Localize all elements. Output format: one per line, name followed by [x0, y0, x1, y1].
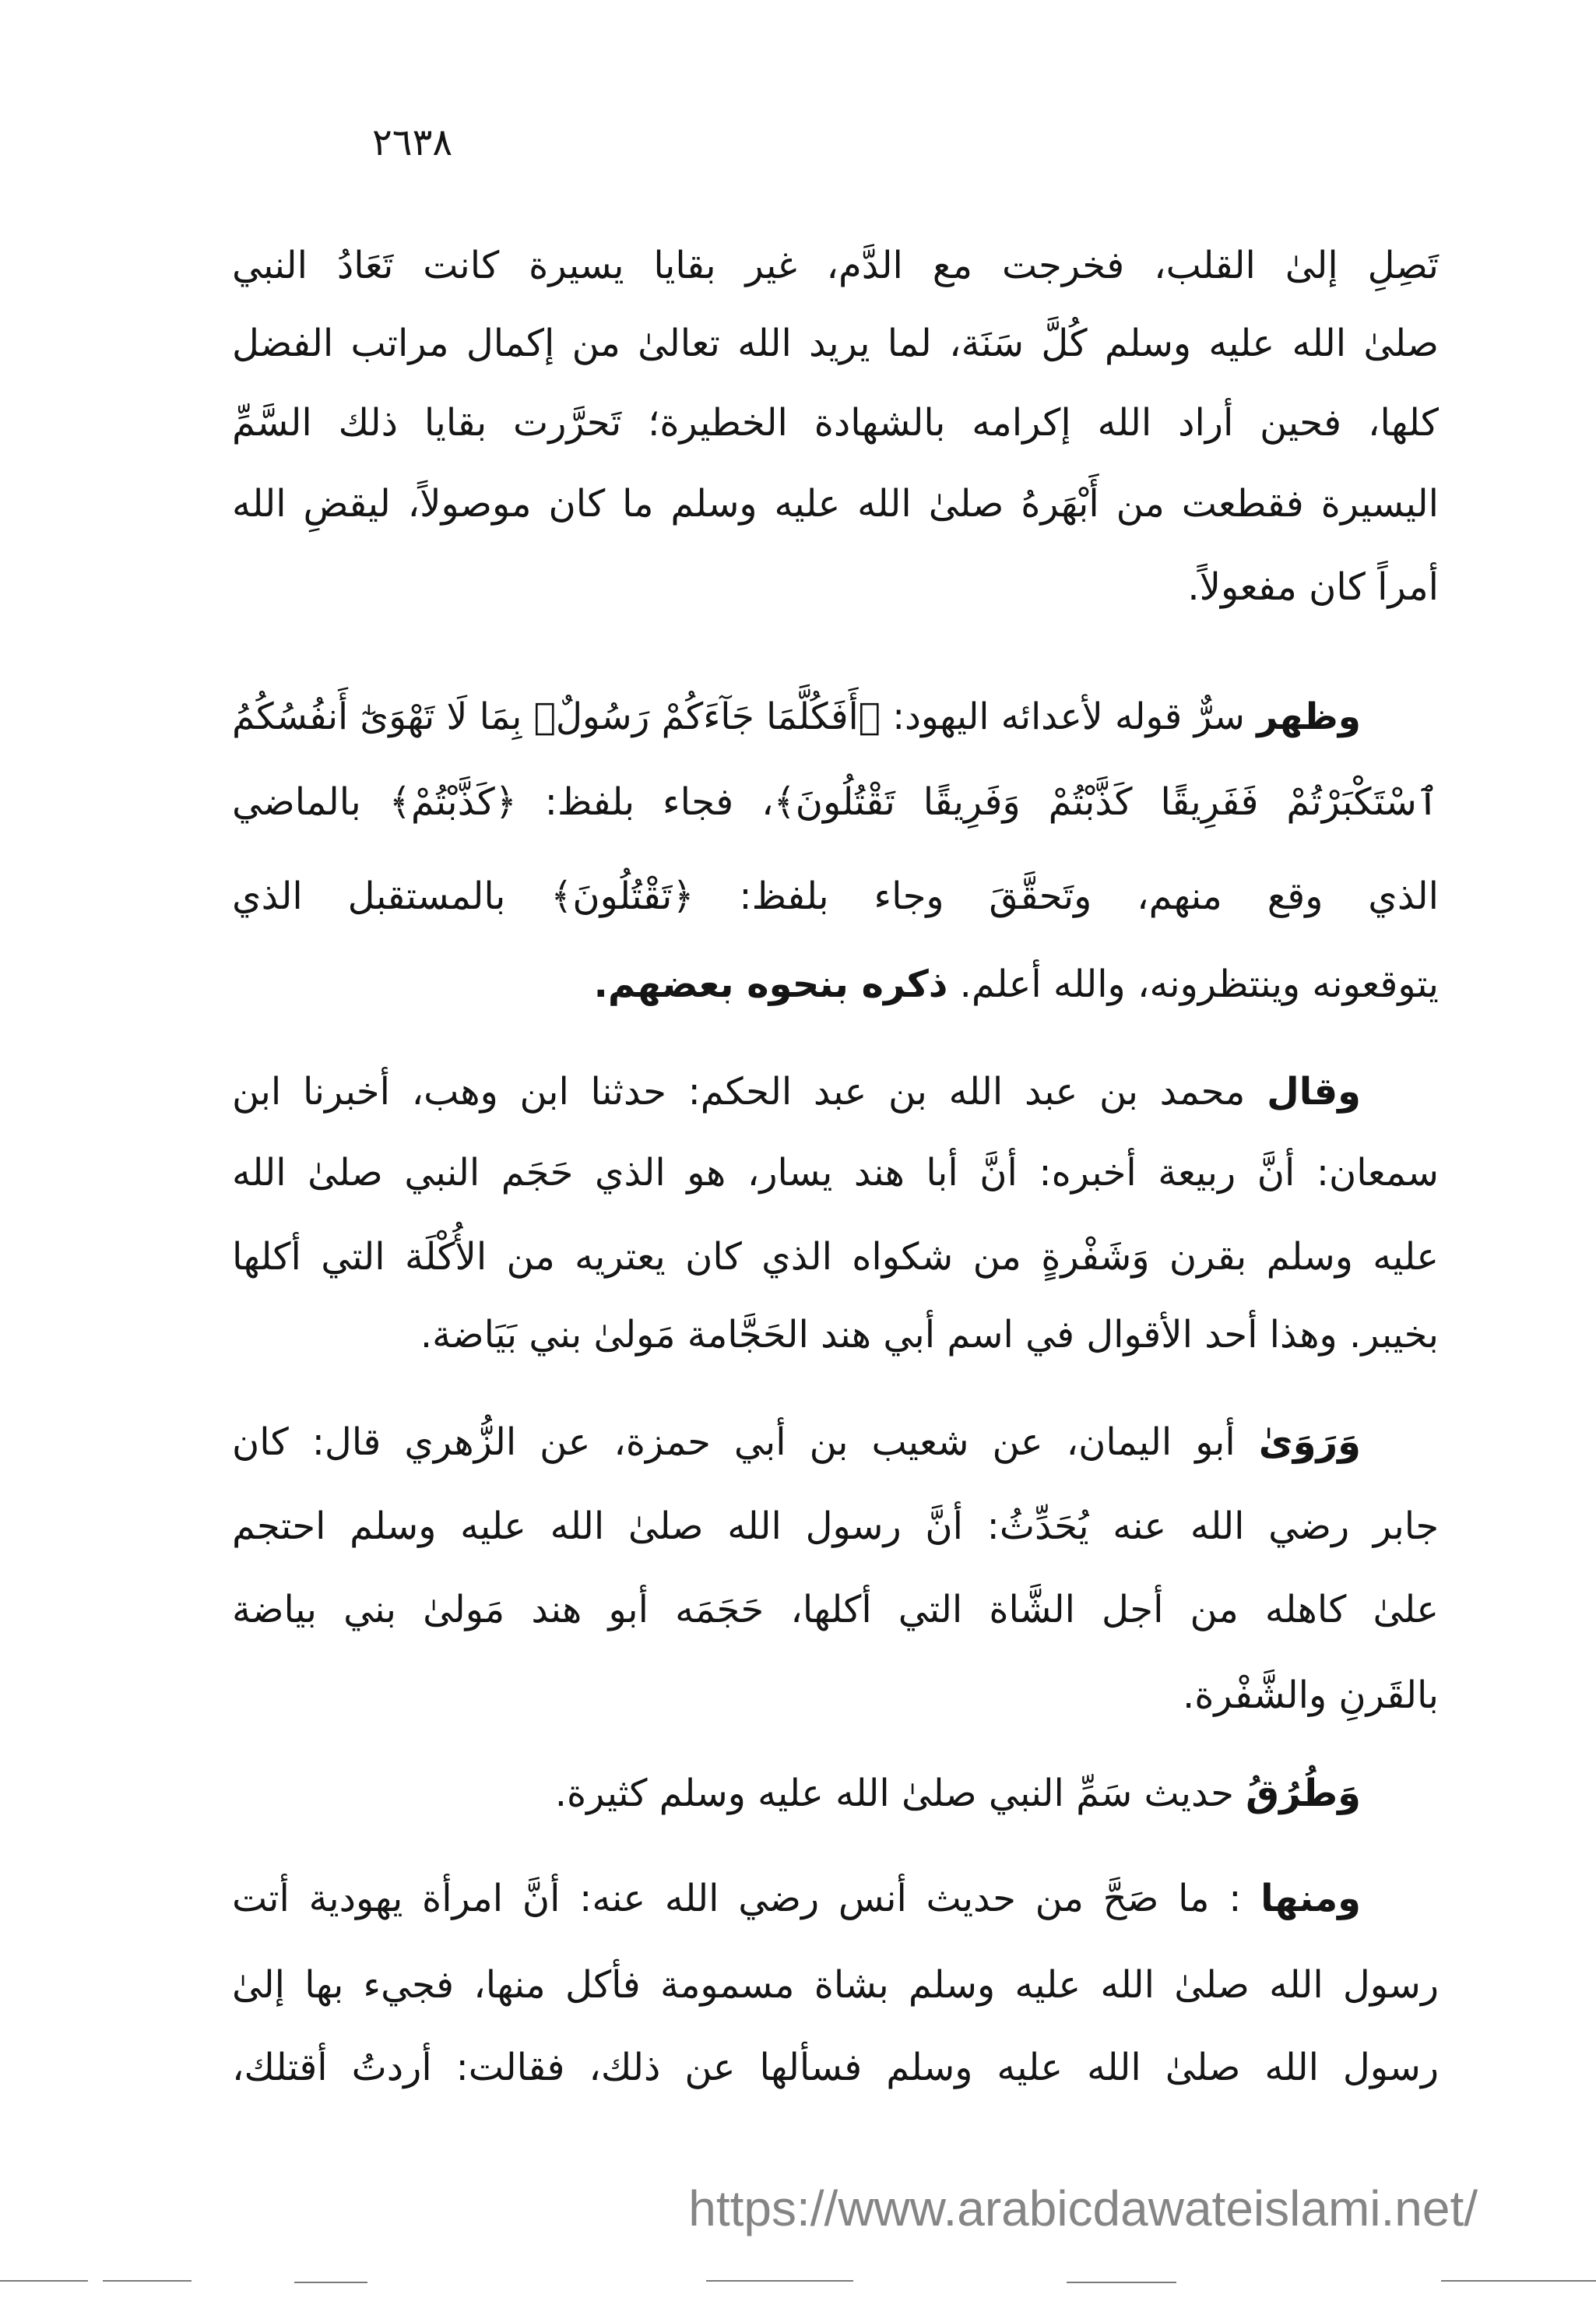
text-line: رسول الله صلىٰ الله عليه وسلم فسألها عن ذلك، فقالت: أردتُ أقتلك، — [232, 2046, 1439, 2089]
scan-edge-mark — [0, 2280, 88, 2282]
line-text: : ما صَحَّ من حديث أنس رضي الله عنه: أنَّ امرأة يهودية أتت — [232, 1877, 1242, 1920]
scan-edge-mark — [1441, 2280, 1596, 2282]
text-line: تَصِلِ إلىٰ القلب، فخرجت مع الدَّم، غير بقايا يسيرة كانت تَعَادُ النبي — [232, 244, 1439, 287]
bold-remark: ذكره بنحوه بعضهم. — [593, 962, 948, 1006]
page-number: ٢٦٣٨ — [372, 121, 453, 164]
text-line: سمعان: أنَّ ربيعة أخبره: أنَّ أبا هند يسار، هو الذي حَجَم النبي صلىٰ الله — [232, 1151, 1439, 1195]
scan-edge-mark — [294, 2282, 367, 2283]
text-line: بالقَرنِ والشَّفْرة. — [1182, 1673, 1439, 1717]
line-text: يتوقعونه وينتظرونه، والله أعلم. — [959, 962, 1439, 1006]
line-text: سرٌّ قوله لأعدائه اليهود: ﴿أَفَكُلَّمَا جَآءَكُمْ رَسُولٌۢ بِمَا لَا تَهْوَىٰٓ أَنفُسُكُمُ — [232, 695, 1245, 738]
text-line — [232, 1066, 1439, 1117]
line-text: أبو اليمان، عن شعيب بن أبي حمزة، عن الزُّهري قال: كان — [232, 1420, 1236, 1464]
text-line — [232, 959, 1439, 1010]
scan-edge-mark — [1067, 2282, 1176, 2283]
text-line: الذي وقع منهم، وتَحقَّقَ وجاء بلفظ: ﴿تَقْتُلُونَ﴾ بالمستقبل الذي — [232, 874, 1439, 918]
text-line — [232, 692, 1439, 743]
text-line: كلها، فحين أراد الله إكرامه بالشهادة الخطيرة؛ تَحرَّرت بقايا ذلك السَّمِّ — [232, 401, 1439, 445]
text-line: بخيبر. وهذا أحد الأقوال في اسم أبي هند الحَجَّامة مَولىٰ بني بَيَاضة. — [420, 1313, 1439, 1357]
text-line: أمراً كان مفعولاً. — [1187, 565, 1439, 609]
text-line — [232, 1768, 1439, 1819]
paragraph-lead-word: وظهر — [1257, 695, 1361, 738]
text-line: اليسيرة فقطعت من أَبْهَرهُ صلىٰ الله عليه وسلم ما كان موصولاً، ليقضِ الله — [232, 482, 1439, 526]
text-line — [232, 1416, 1439, 1468]
paragraph-lead-word: وَرَوَىٰ — [1258, 1420, 1361, 1464]
text-line: صلىٰ الله عليه وسلم كُلَّ سَنَة، لما يريد الله تعالىٰ من إكمال مراتب الفضل — [232, 322, 1439, 365]
line-text: محمد بن عبد الله بن عبد الحكم: حدثنا ابن وهب، أخبرنا ابن — [232, 1070, 1246, 1114]
paragraph-lead-word: وَطُرُقُ — [1246, 1772, 1361, 1815]
scan-edge-mark — [706, 2280, 853, 2282]
text-line: عليه وسلم بقرن وَشَفْرةٍ من شكواه الذي كان يعتريه من الأُكْلَة التي أكلها — [232, 1235, 1439, 1279]
text-line: علىٰ كاهله من أجل الشَّاة التي أكلها، حَجَمَه أبو هند مَولىٰ بني بياضة — [232, 1588, 1439, 1631]
text-line — [232, 1873, 1439, 1924]
text-line: رسول الله صلىٰ الله عليه وسلم بشاة مسمومة فأكل منها، فجيء بها إلىٰ — [232, 1963, 1439, 2007]
text-line: ٱسْتَكْبَرْتُمْ فَفَرِيقًا كَذَّبْتُمْ وَفَرِيقًا تَقْتُلُونَ﴾، فجاء بلفظ: ﴿كَذَّبْتُمْ﴾ بالماضي — [232, 780, 1439, 824]
paragraph-lead-word: ومنها — [1260, 1877, 1361, 1920]
text-line: جابر رضي الله عنه يُحَدِّثُ: أنَّ رسول الله صلىٰ الله عليه وسلم احتجم — [232, 1504, 1439, 1548]
watermark-url: https://www.arabicdawateislami.net/ — [688, 2180, 1478, 2236]
paragraph-lead-word: وقال — [1267, 1070, 1361, 1114]
scan-edge-mark — [103, 2280, 192, 2282]
line-text: حديث سَمِّ النبي صلىٰ الله عليه وسلم كثيرة. — [554, 1772, 1234, 1815]
